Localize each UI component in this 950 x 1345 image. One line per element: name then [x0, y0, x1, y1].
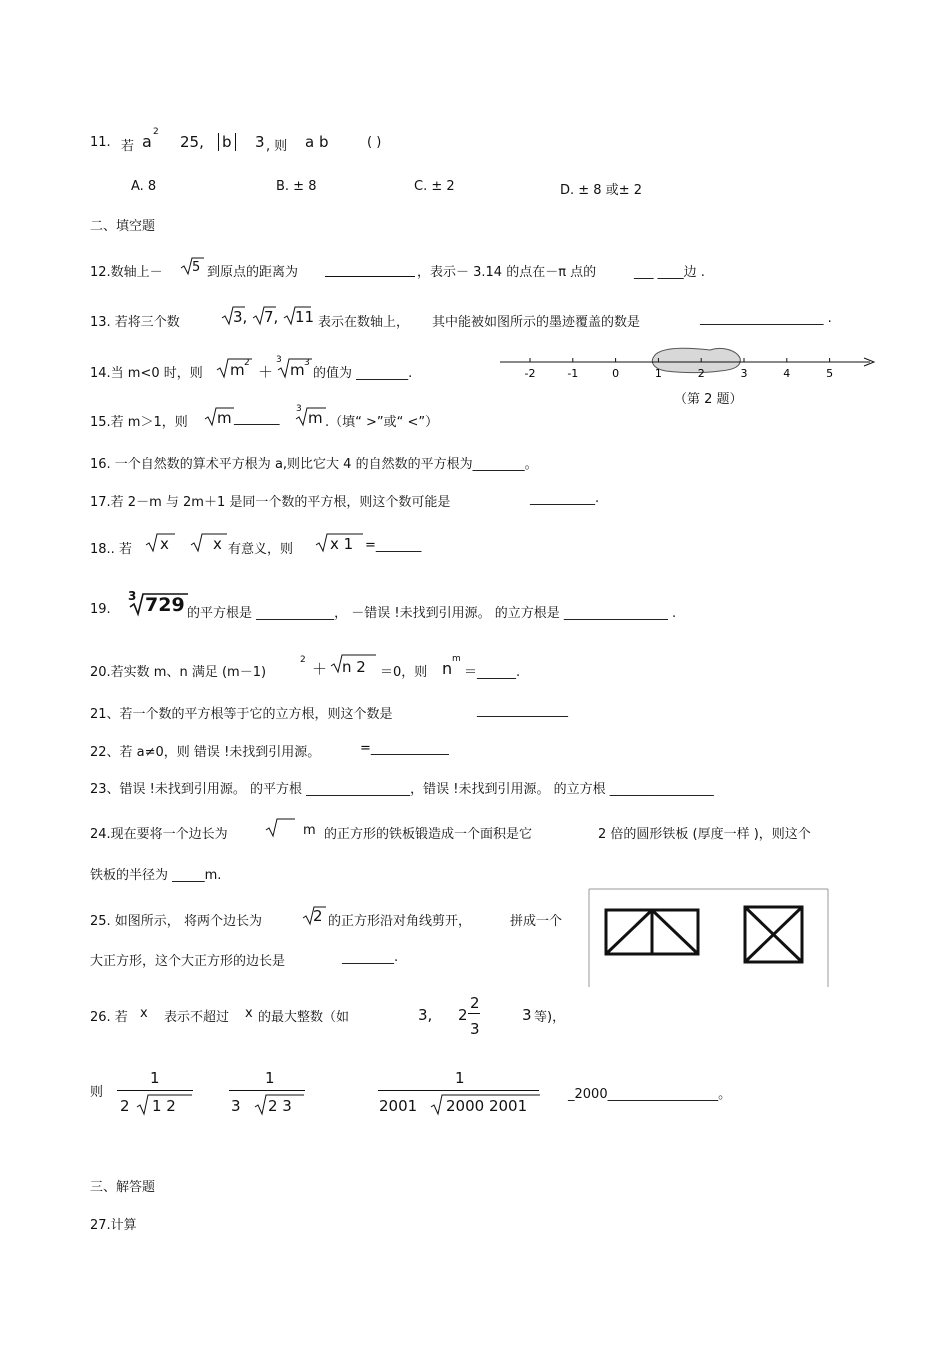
q26-f1-num: 1 — [150, 1069, 160, 1087]
q15-root-index: 3 — [296, 404, 302, 414]
q14-exp-2: 2 — [244, 358, 250, 368]
q13-text-a: 13. 若将三个数 — [90, 315, 180, 330]
q26-3b: 3 — [522, 1006, 532, 1024]
q13-radicand-11: 11 — [295, 308, 315, 326]
q26-f3-num: 1 — [455, 1069, 465, 1087]
q12-text-a: 12.数轴上－ — [90, 265, 163, 280]
section-3-heading: 三、解答题 — [90, 1180, 156, 1195]
number-line-tick-label: -1 — [567, 367, 579, 380]
section-2-heading: 二、填空题 — [90, 219, 156, 234]
q25-text-d: 大正方形，这个大正方形的边长是 — [90, 954, 286, 969]
number-line-tick-label: 2 — [697, 367, 705, 380]
q26-2: 2 — [458, 1006, 468, 1024]
q26-x2: x — [245, 1006, 253, 1021]
q26-result: _2000_________________。 — [568, 1087, 732, 1102]
q20-text-a: 20.若实数 m、n 满足 (m－1) — [90, 665, 267, 680]
q20-n: n — [442, 659, 453, 678]
q19-number: 19. — [90, 602, 111, 617]
q20-exp-m: m — [452, 654, 461, 664]
q26-f2-a: 3 — [231, 1097, 241, 1115]
q11-25: 25, — [180, 133, 204, 151]
q14-exp-3: 3 — [304, 358, 310, 368]
q14-m: m — [230, 361, 245, 379]
q26-x: x — [140, 1006, 148, 1021]
q24-text-b: 的正方形的铁板锻造成一个面积是它 — [324, 827, 533, 842]
q25-text-a: 25. 如图所示， 将两个边长为 — [90, 914, 262, 929]
q21-blank: ______________ — [477, 703, 568, 718]
number-line-caption: （第 2 题） — [674, 392, 743, 407]
q20-text-c: ＝______. — [464, 665, 521, 680]
q25-text-c: 拼成一个 — [510, 914, 563, 929]
q26-3: 3, — [418, 1006, 433, 1024]
q15-blank: _______ — [234, 411, 280, 426]
q12-text-d: ___ ____边 . — [634, 265, 705, 280]
number-line-tick-label: 5 — [826, 367, 834, 380]
number-line-tick-label: 3 — [740, 367, 748, 380]
q11-abs-b: b — [218, 133, 236, 151]
q18-x2: x — [213, 535, 222, 553]
q11-option-d: D. ± 8 或± 2 — [560, 183, 642, 198]
q22-text: 22、若 a≠0，则 错误 !未找到引用源。 — [90, 745, 321, 760]
q20-exp: 2 — [300, 655, 306, 665]
q12-blank-1 — [325, 276, 415, 277]
q14-plus: ＋ — [258, 363, 274, 381]
number-line-tick-label: -2 — [524, 367, 536, 380]
number-line-tick-label: 1 — [654, 367, 662, 380]
q13-radicand-3: 3, — [233, 308, 248, 326]
q14-root-index: 3 — [276, 355, 282, 365]
q14-text-a: 14.当 m<0 时，则 — [90, 366, 203, 381]
q24-radical — [265, 817, 297, 839]
q17-blank: __________. — [530, 491, 600, 506]
q26-f3-bar — [378, 1090, 539, 1091]
q11-option-a: A. 8 — [131, 179, 157, 194]
q26-text-a: 26. 若 — [90, 1010, 128, 1025]
q25-blank: ________. — [342, 950, 399, 965]
q26-text-c: 的最大整数（如 — [258, 1010, 350, 1025]
q13-radicand-7: 7, — [264, 308, 279, 326]
q25-figure — [588, 888, 830, 988]
q11-a: a — [142, 132, 152, 151]
q21-text: 21、若一个数的平方根等于它的立方根，则这个数是 — [90, 707, 393, 722]
q17-text-a: 17.若 2－m 与 2m＋1 是同一个数的平方根，则这个数可能是 — [90, 495, 451, 510]
ink-blot — [652, 348, 740, 372]
q26-f2-bar — [229, 1090, 305, 1091]
q18-x3: x 1 — [330, 535, 354, 553]
q26-frac-den: 3 — [470, 1020, 480, 1038]
q11-option-c: C. ± 2 — [414, 179, 455, 194]
q11-then: , 则 — [266, 139, 288, 154]
number-line-tick-label: 0 — [612, 367, 620, 380]
q20-plus: ＋ — [312, 660, 328, 678]
q11-ruo: 若 — [121, 139, 135, 154]
q24-text-c: 2 倍的圆形铁板 (厚度一样 )，则这个 — [598, 827, 811, 842]
q15-m: m — [217, 409, 232, 427]
large-square — [745, 907, 802, 962]
q18-text-b: 有意义，则 — [228, 542, 294, 557]
q24-text-d: 铁板的半径为 _____m. — [90, 868, 222, 883]
q12-text-b: 到原点的距离为 — [207, 265, 299, 280]
q12-text-c: ，表示－ 3.14 的点在－π 点的 — [417, 265, 597, 280]
q26-frac-num: 2 — [470, 994, 480, 1012]
q25-text-b: 的正方形沿对角线剪开， — [328, 914, 472, 929]
q18-x1: x — [160, 535, 169, 553]
q27-text: 27.计算 — [90, 1218, 137, 1233]
q26-f2-r: 2 3 — [268, 1097, 292, 1115]
q11-option-b: B. ± 8 — [276, 179, 317, 194]
q18-text-c: =_______ — [365, 538, 422, 553]
q13-text-c: 其中能被如图所示的墨迹覆盖的数是 — [432, 315, 641, 330]
q15-text-a: 15.若 m＞1，则 — [90, 415, 188, 430]
q26-f3-a: 2001 — [379, 1097, 418, 1115]
q14-m3: m — [290, 361, 305, 379]
q19-radicand: 729 — [145, 594, 185, 616]
q11-3: 3 — [255, 133, 265, 151]
number-line-tick-label: 4 — [783, 367, 791, 380]
q11-ab: a b — [305, 133, 329, 151]
q26-text-b: 表示不超过 — [164, 1010, 230, 1025]
q15-text-c: .（填“ >”或“ <”） — [325, 415, 439, 430]
q14-text-b: 的值为 ________. — [313, 366, 413, 381]
q26-frac-bar — [468, 1013, 480, 1014]
q11-paren: ( ) — [367, 135, 382, 150]
q11-exp: 2 — [153, 127, 159, 137]
q18-text-a: 18.. 若 — [90, 542, 132, 557]
q22-blank: =____________ — [360, 741, 449, 756]
q13-blank: ___________________ . — [700, 311, 832, 326]
q20-radicand: n 2 — [342, 658, 366, 676]
q26-etc: 等)， — [534, 1010, 566, 1025]
q19-root-index: 3 — [128, 589, 137, 603]
q24-text-a: 24.现在要将一个边长为 — [90, 827, 228, 842]
q15-m2: m — [308, 409, 323, 427]
q26-f1-r: 1 2 — [152, 1097, 176, 1115]
q26-f2-num: 1 — [265, 1069, 275, 1087]
q11-number: 11. — [90, 135, 111, 150]
q25-radicand: 2 — [313, 907, 323, 925]
q16-text: 16. 一个自然数的算术平方根为 a,则比它大 4 的自然数的平方根为________。 — [90, 457, 538, 472]
q26-f3-r: 2000 2001 — [446, 1097, 528, 1115]
q12-radicand: 5 — [192, 260, 201, 275]
q26-then: 则 — [90, 1085, 104, 1100]
q26-f1-bar — [117, 1090, 193, 1091]
q24-m: m — [303, 823, 316, 838]
q20-text-b: ＝0，则 — [380, 665, 428, 680]
two-squares-cut — [606, 910, 698, 954]
q26-f1-a: 2 — [120, 1097, 130, 1115]
q13-text-b: 表示在数轴上， — [318, 315, 410, 330]
q19-text: 的平方根是 ____________， －错误 !未找到引用源。 的立方根是 ________________ . — [187, 606, 677, 621]
q23-text: 23、错误 !未找到引用源。 的平方根 ________________，错误 !未找到引用源。 的立方根 ________________ — [90, 782, 714, 797]
